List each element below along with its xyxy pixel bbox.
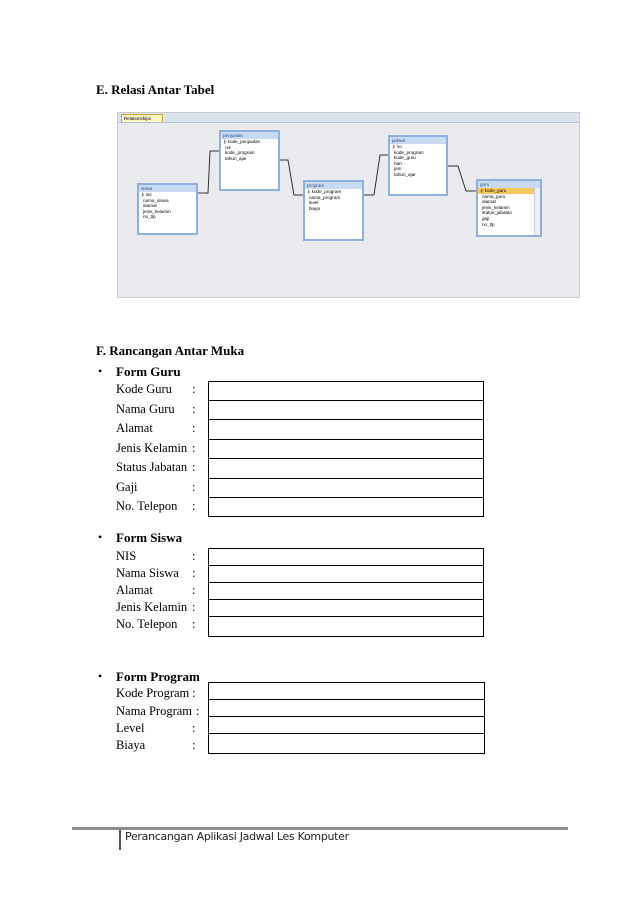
field-label: NIS [116, 549, 137, 563]
key-icon: ⚷ [480, 188, 484, 193]
footer-text: Perancangan Aplikasi Jadwal Les Komputer [125, 830, 349, 843]
field-label: Level [116, 721, 145, 735]
link-penjualan-program [280, 160, 303, 195]
table-title: program [305, 182, 362, 189]
field: jam [394, 166, 402, 172]
field-label: Alamat [116, 583, 153, 597]
key-icon: ⚷ [141, 192, 145, 197]
nama-siswa-input[interactable] [208, 565, 484, 583]
field-label: No. Telepon [116, 617, 178, 631]
table-program[interactable] [303, 180, 364, 241]
relationships-diagram [117, 112, 580, 298]
field: tahun_ajar [394, 171, 416, 177]
field: gaji [482, 215, 490, 221]
field: kode_program [394, 149, 424, 155]
field: nis [225, 144, 231, 150]
bullet-icon: • [98, 669, 103, 683]
bullet-icon: • [98, 530, 103, 544]
field: no_tlp [482, 221, 495, 227]
key-field: ⚷ nis [141, 192, 152, 197]
field: hari [394, 160, 402, 166]
colon: : [192, 460, 196, 474]
colon: : [192, 600, 196, 614]
gaji-input[interactable] [208, 478, 484, 498]
jenis-kelamin-siswa-input[interactable] [208, 599, 484, 617]
field-label: Kode Guru [116, 382, 172, 396]
biaya-input[interactable] [208, 733, 485, 754]
field-label: Nama Program [116, 704, 193, 718]
alamat-guru-input[interactable] [208, 419, 484, 440]
colon: : [192, 402, 196, 416]
field: jenis_kelamin [143, 208, 171, 214]
table-siswa[interactable] [137, 183, 198, 235]
colon: : [192, 549, 196, 563]
colon: : [192, 421, 196, 435]
colon: : [192, 499, 196, 513]
status-jabatan-input[interactable] [208, 458, 484, 479]
form-guru-title: Form Guru [116, 364, 181, 379]
colon: : [196, 704, 200, 718]
key-field: ⚷ kode_penjualan [223, 139, 261, 144]
relationships-tab[interactable]: Relationships [121, 114, 163, 122]
footer-bar [119, 830, 121, 850]
table-title: siswa [139, 185, 196, 192]
table-title: jadwal [390, 137, 446, 144]
colon: : [192, 441, 196, 455]
field-label: Jenis Kelamin [116, 441, 188, 455]
link-program-jadwal [364, 155, 388, 195]
key-field: ⚷ kode_guru [478, 188, 534, 194]
colon: : [192, 617, 196, 631]
section-e-heading: E. Relasi Antar Tabel [96, 82, 215, 97]
field-label: Gaji [116, 480, 138, 494]
link-siswa-penjualan [198, 151, 219, 193]
field-label: Alamat [116, 421, 153, 435]
table-jadwal[interactable] [388, 135, 448, 196]
field: alamat [482, 199, 496, 205]
alamat-siswa-input[interactable] [208, 582, 484, 600]
colon: : [192, 583, 196, 597]
table-title: penjualan [221, 132, 278, 139]
bullet-icon: • [98, 364, 103, 378]
section-f-heading: F. Rancangan Antar Muka [96, 343, 245, 358]
field-label: Nama Siswa [116, 566, 179, 580]
table-title: guru [478, 181, 540, 188]
form-program-title: Form Program [116, 669, 200, 684]
key-icon: ⚷ [223, 139, 227, 144]
link-jadwal-guru [448, 166, 476, 191]
field-label: Nama Guru [116, 402, 175, 416]
colon: : [192, 566, 196, 580]
field-label: Kode Program [116, 686, 190, 700]
key-icon: ⚷ [307, 189, 311, 194]
field: tahun_ajar [225, 155, 247, 161]
field: jenis_kelamin [482, 204, 510, 210]
table-penjualan[interactable] [219, 130, 280, 191]
field: no_tlp [143, 214, 156, 220]
field: nama_siswa [143, 197, 169, 203]
nama-guru-input[interactable] [208, 400, 484, 420]
no-telepon-siswa-input[interactable] [208, 616, 484, 637]
nis-input[interactable] [208, 548, 484, 566]
field: status_jabatan [482, 210, 512, 216]
colon: : [192, 738, 196, 752]
field: kode_guru [394, 155, 416, 161]
key-field: ⚷ no [392, 144, 402, 149]
field-label: Status Jabatan [116, 460, 188, 474]
key-field: ⚷ kode_program [307, 189, 342, 194]
colon: : [192, 686, 196, 700]
colon: : [192, 721, 196, 735]
field: nama_program [309, 194, 341, 200]
field-label: Biaya [116, 738, 146, 752]
field: biaya [309, 205, 320, 211]
key-icon: ⚷ [392, 144, 396, 149]
level-input[interactable] [208, 716, 485, 734]
jenis-kelamin-guru-input[interactable] [208, 439, 484, 459]
field: nama_guru [482, 193, 506, 199]
field-label: Jenis Kelamin [116, 600, 188, 614]
kode-guru-input[interactable] [208, 381, 484, 401]
form-siswa-title: Form Siswa [116, 530, 183, 545]
kode-program-input[interactable] [208, 682, 485, 700]
colon: : [192, 382, 196, 396]
table-guru[interactable] [476, 179, 542, 237]
field-label: No. Telepon [116, 499, 178, 513]
colon: : [192, 480, 196, 494]
field: kode_program [225, 150, 255, 156]
table-scrollbar[interactable] [534, 188, 540, 235]
field: level [309, 200, 319, 206]
no-telepon-guru-input[interactable] [208, 497, 484, 517]
field: alamat [143, 203, 157, 209]
nama-program-input[interactable] [208, 699, 485, 717]
